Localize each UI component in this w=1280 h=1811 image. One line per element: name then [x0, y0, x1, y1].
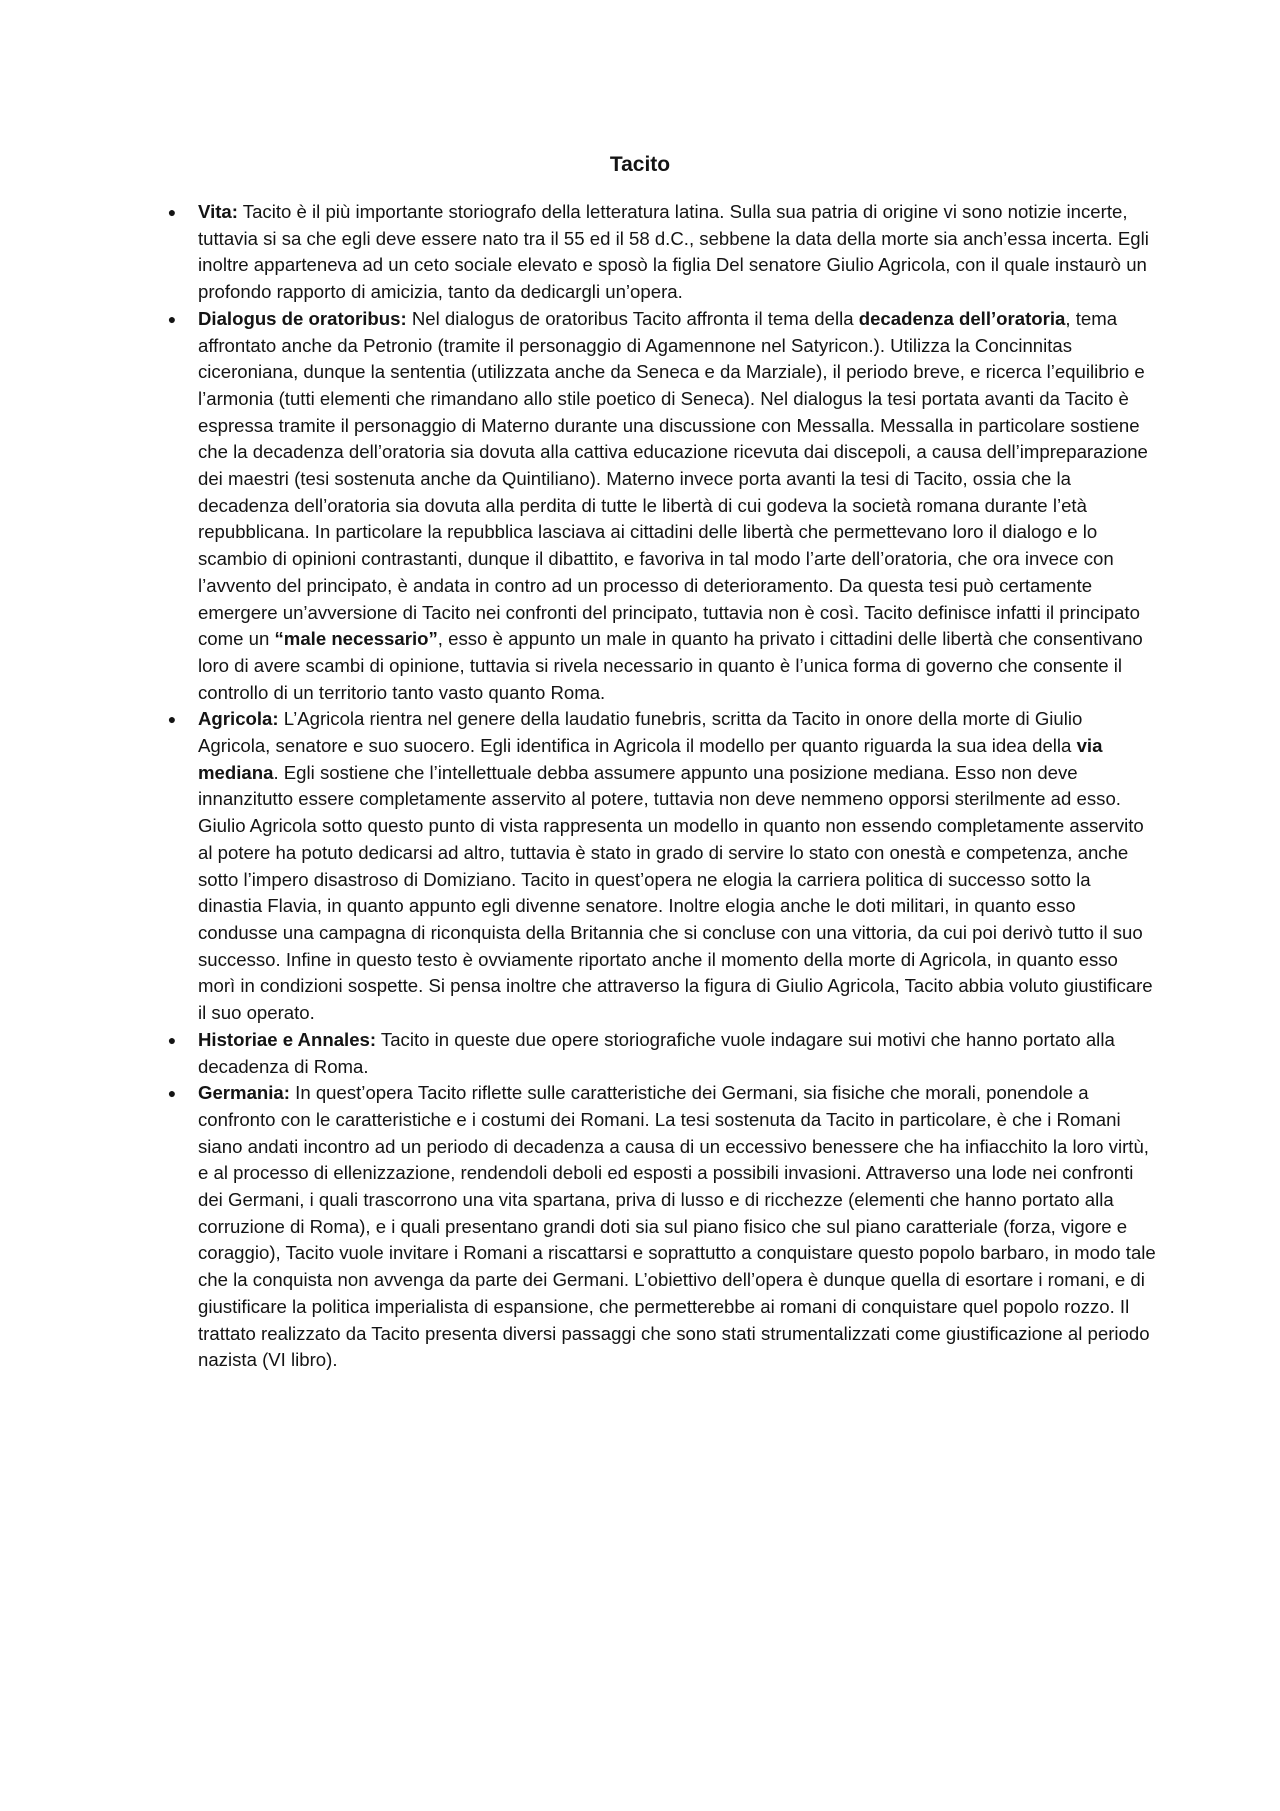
- item-text: L’Agricola rientra nel genere della laudatio funebris, scritta da Tacito in onore della morte di Giulio Agricola, senatore e suo suocero. Egli identifica in Agricola il modello per quanto riguarda la sua idea della: [198, 708, 1083, 757]
- list-item-agricola: [167, 706, 1158, 1026]
- list-item-germania: [167, 1080, 1158, 1374]
- bullet-icon: ●: [167, 310, 177, 327]
- topic-list: [167, 199, 1158, 1374]
- list-item-dialogus: [167, 306, 1158, 707]
- item-emphasis: via mediana: [198, 735, 1103, 783]
- item-heading: Historiae e Annales:: [198, 1028, 377, 1050]
- item-text: Tacito è il più importante storiografo della letteratura latina. Sulla sua patria di origine vi sono notizie incerte, tuttavia si sa che egli deve essere nato tra il 55 ed il 58 d.C., sebbene la data della morte sia anch’essa incerta. Egli inoltre apparteneva ad un ceto sociale elevato e sposò la figlia Del senatore Giulio Agricola, con il quale instaurò un profondo rapporto di amicizia, tanto da dedicargli un’opera.: [198, 201, 1149, 303]
- bullet-icon: ●: [167, 204, 177, 220]
- item-text: . Egli sostiene che l’intellettuale debba assumere appunto una posizione mediana. Esso non deve innanzitutto essere completamente asservito al potere, tuttavia non deve nemmeno opporsi sterilmente ad esso. Giulio Agricola sotto questo punto di vista rappresenta un modello in quanto non essendo completamente asservito al potere ha potuto dedicarsi ad altro, tuttavia è stato in grado di servire lo stato con onestà e competenza, anche sotto l’impero disastroso di Domiziano. Tacito in quest’opera ne elogia la carriera politica di successo sotto la dinastia Flavia, in quanto appunto egli divenne senatore. Inoltre elogia anche le doti militari, in quanto esso condusse una campagna di riconquista della Britannia che si concluse con una vittoria, da cui poi derivò tutto il suo successo. Infine in questo testo è ovviamente riportato anche il momento della morte di Agricola, in quanto esso morì in condizioni sospette. Si pensa inoltre che attraverso la figura di Giulio Agricola, Tacito abbia voluto giustificare il suo operato.: [198, 761, 1153, 1024]
- item-emphasis: decadenza dell’oratoria: [858, 307, 1066, 329]
- item-heading: Dialogus de oratoribus:: [198, 307, 407, 329]
- bullet-icon: ●: [167, 1085, 177, 1102]
- list-item-historiae-annales: [167, 1027, 1158, 1080]
- list-item-vita: [167, 199, 1158, 306]
- bullet-icon: ●: [167, 711, 177, 728]
- item-text: , tema affrontato anche da Petronio (tramite il personaggio di Agamennone nel Satyricon.). Utilizza la Concinnitas ciceroniana, dunque la sententia (utilizzata anche da Seneca e da Marziale), il periodo breve, e ricerca l’equilibrio e l’armonia (tutti elementi che rimandano allo stile poetico di Seneca). Nel dialogus la tesi portata avanti da Tacito è espressa tramite il personaggio di Materno durante una discussione con Messalla. Messalla in particolare sostiene che la decadenza dell’oratoria sia dovuta alla cattiva educazione ricevuta dai discepoli, a causa dell’impreparazione dei maestri (tesi sostenuta anche da Quintiliano). Materno invece porta avanti la tesi di Tacito, ossia che la decadenza dell’oratoria sia dovuta alla perdita di tutte le libertà di cui godeva la società romana durante l’età repubblicana. In particolare la repubblica lasciava ai cittadini delle libertà che permettevano loro il dialogo e lo scambio di opinioni contrastanti, dunque il dibattito, e favoriva in tal modo l’arte dell’oratoria, che ora invece con l’avvento del principato, è andata in contro ad un processo di deterioramento. Da questa tesi può certamente emergere un’avversione di Tacito nei confronti del principato, tuttavia non è così. Tacito definisce infatti il principato come un: [198, 307, 1148, 650]
- item-text: In quest’opera Tacito riflette sulle caratteristiche dei Germani, sia fisiche che morali, ponendole a confronto con le caratteristiche e i costumi dei Romani. La tesi sostenuta da Tacito in particolare, è che i Romani siano andati incontro ad un periodo di decadenza a causa di un eccessivo benessere che ha infiacchito la loro virtù, e al processo di ellenizzazione, rendendoli deboli ed esposti a possibili invasioni. Attraverso una lode nei confronti dei Germani, i quali trascorrono una vita spartana, priva di lusso e di ricchezze (elementi che hanno portato alla corruzione di Roma), e i quali presentano grandi doti sia sul piano fisico che sul piano caratteriale (forza, vigore e coraggio), Tacito vuole invitare i Romani a riscattarsi e soprattutto a conquistare questo popolo barbaro, in modo tale che la conquista non avvenga da parte dei Germani. L’obiettivo dell’opera è dunque quella di esortare i romani, e di giustificare la politica imperialista di espansione, che permetterebbe ai romani di conquistare quel popolo rozzo. Il trattato realizzato da Tacito presenta diversi passaggi che sono stati strumentalizzati come giustificazione al periodo nazista (VI libro).: [198, 1082, 1156, 1371]
- item-text: Tacito in queste due opere storiografiche vuole indagare sui motivi che hanno portato alla decadenza di Roma.: [198, 1028, 1115, 1077]
- item-heading: Vita:: [198, 201, 238, 222]
- bullet-icon: ●: [167, 1031, 177, 1048]
- item-heading: Germania:: [198, 1082, 290, 1104]
- item-text: , esso è appunto un male in quanto ha privato i cittadini delle libertà che consentivano loro di avere scambi di opinione, tuttavia si rivela necessario in quanto è l’unica forma di governo che consente il controllo di un territorio tanto vasto quanto Roma.: [198, 628, 1143, 703]
- document-title: Tacito: [609, 153, 671, 176]
- item-text: Nel dialogus de oratoribus Tacito affronta il tema della: [406, 307, 859, 329]
- item-heading: Agricola:: [198, 708, 279, 730]
- item-emphasis: “male necessario”: [274, 628, 438, 650]
